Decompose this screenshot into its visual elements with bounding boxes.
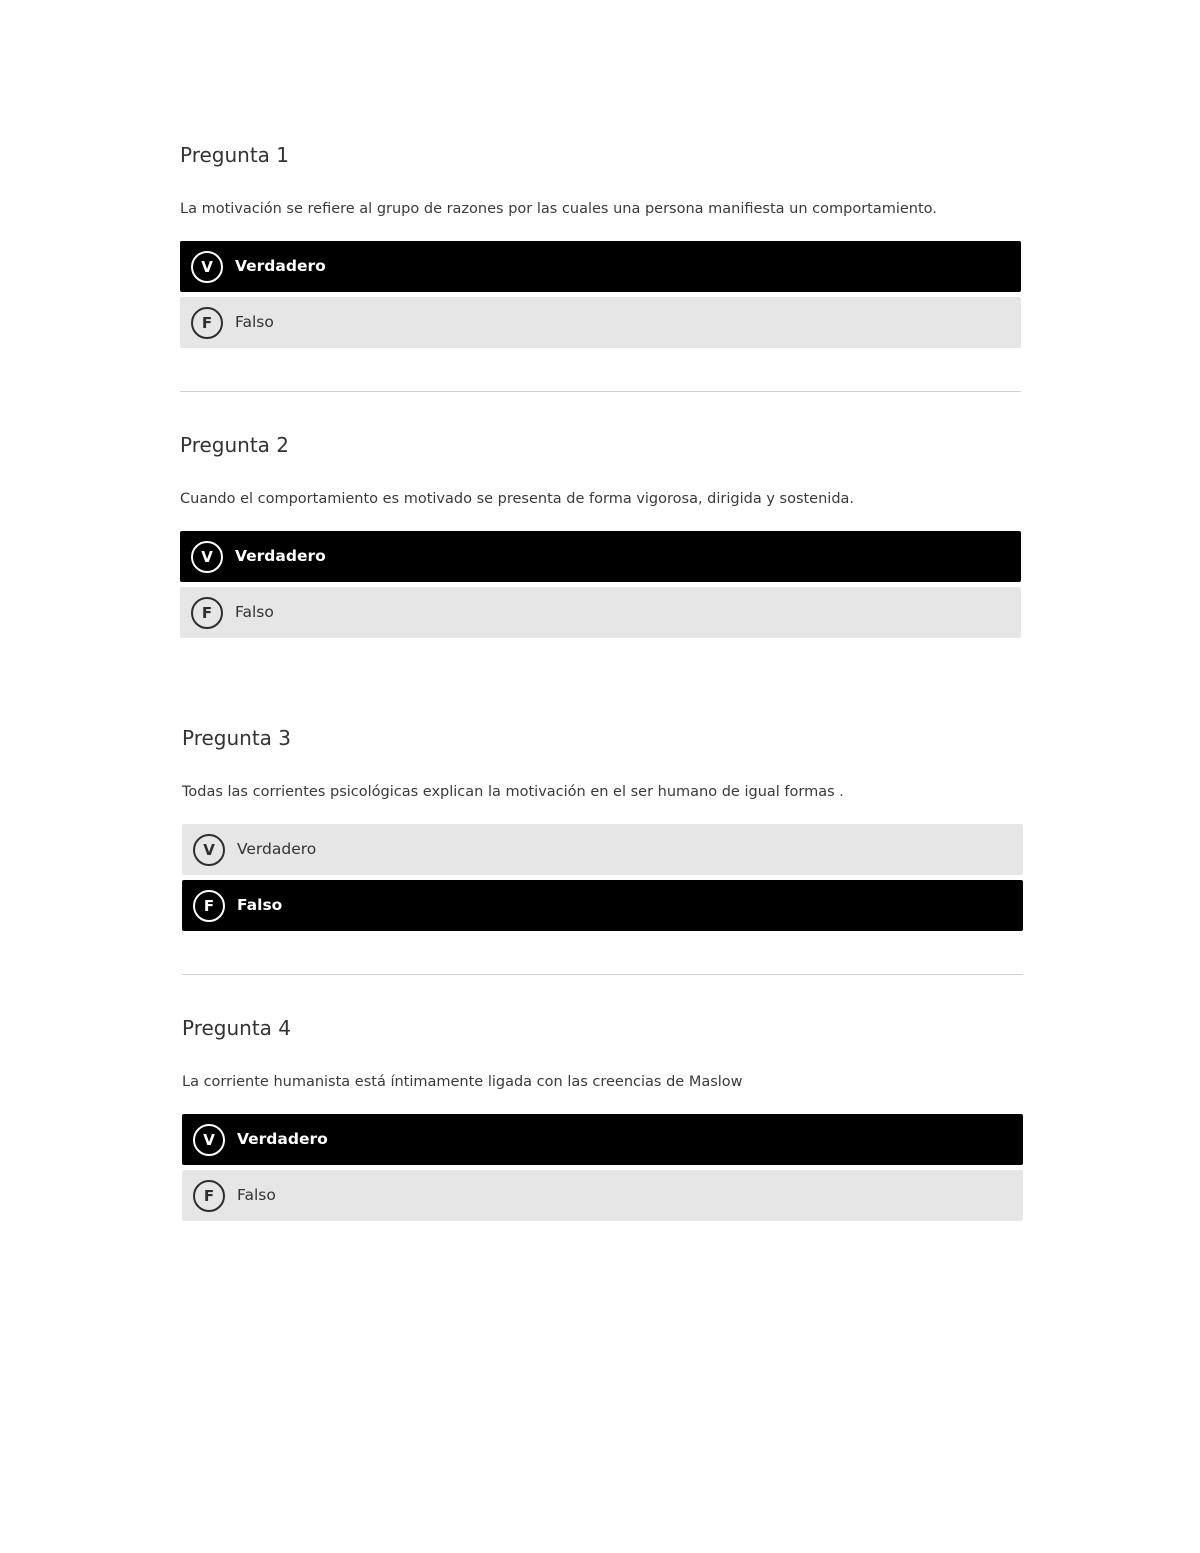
option-verdadero[interactable] bbox=[180, 531, 1021, 582]
option-verdadero[interactable] bbox=[182, 824, 1023, 875]
option-falso[interactable] bbox=[182, 1170, 1023, 1221]
question-text: La motivación se refiere al grupo de razones por las cuales una persona manifiesta un comportamiento. bbox=[180, 201, 937, 217]
v-letter-circle-icon: V bbox=[191, 251, 223, 283]
f-letter-circle-icon: F bbox=[193, 1180, 225, 1212]
option-label: Verdadero bbox=[235, 547, 326, 565]
divider bbox=[180, 391, 1021, 392]
question-title: Pregunta 1 bbox=[180, 143, 290, 167]
option-label: Falso bbox=[237, 1186, 276, 1204]
f-letter-circle-icon: F bbox=[193, 890, 225, 922]
f-letter-circle-icon: F bbox=[191, 597, 223, 629]
v-letter-circle-icon: V bbox=[193, 1124, 225, 1156]
option-falso[interactable] bbox=[180, 297, 1021, 348]
option-label: Verdadero bbox=[235, 257, 326, 275]
question-title: Pregunta 3 bbox=[182, 726, 292, 750]
divider bbox=[182, 974, 1023, 975]
question-title: Pregunta 2 bbox=[180, 433, 290, 457]
option-label: Falso bbox=[235, 313, 274, 331]
option-label: Verdadero bbox=[237, 840, 317, 858]
option-label: Falso bbox=[235, 603, 274, 621]
option-falso[interactable] bbox=[180, 587, 1021, 638]
question-text: La corriente humanista está íntimamente ligada con las creencias de Maslow bbox=[182, 1074, 743, 1090]
question-title: Pregunta 4 bbox=[182, 1016, 292, 1040]
option-verdadero[interactable] bbox=[180, 241, 1021, 292]
v-letter-circle-icon: V bbox=[191, 541, 223, 573]
option-label: Falso bbox=[237, 896, 283, 914]
question-text: Todas las corrientes psicológicas explican la motivación en el ser humano de igual formas . bbox=[182, 784, 844, 800]
f-letter-circle-icon: F bbox=[191, 307, 223, 339]
option-verdadero[interactable] bbox=[182, 1114, 1023, 1165]
option-label: Verdadero bbox=[237, 1130, 328, 1148]
question-text: Cuando el comportamiento es motivado se presenta de forma vigorosa, dirigida y sostenida. bbox=[180, 491, 855, 507]
v-letter-circle-icon: V bbox=[193, 834, 225, 866]
option-falso[interactable] bbox=[182, 880, 1023, 931]
